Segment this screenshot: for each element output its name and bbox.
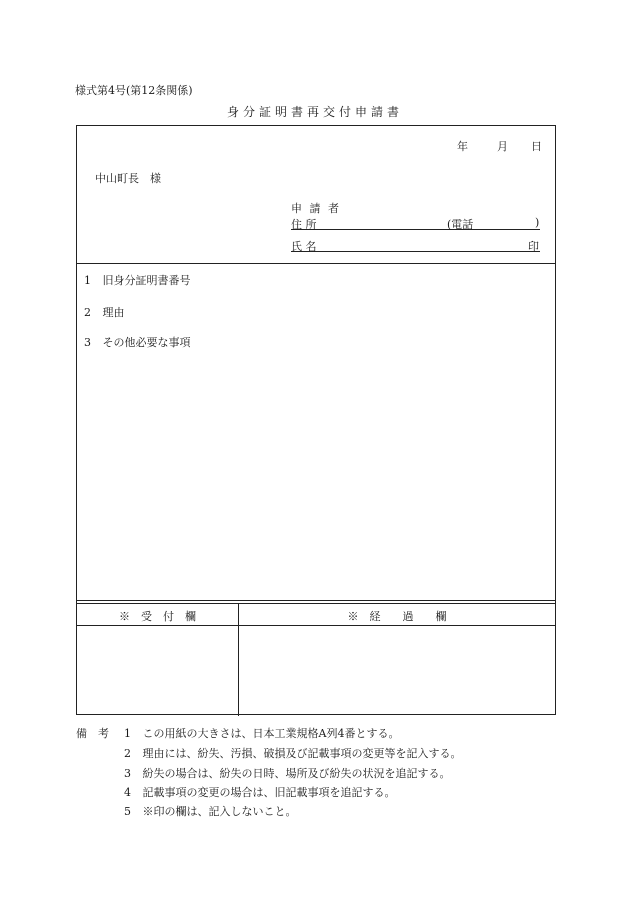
note-line: 2 理由には、紛失、汚損、破損及び記載事項の変更等を記入する。 xyxy=(124,747,462,760)
year-label: 年 xyxy=(457,140,468,153)
phone-open-label: (電話 xyxy=(447,218,474,231)
application-form-box xyxy=(76,125,556,715)
name-line[interactable] xyxy=(291,238,540,252)
notes-label: 備 考 xyxy=(76,727,109,740)
note-line: 3 紛失の場合は、紛失の日時、場所及び紛失の状況を追記する。 xyxy=(124,767,451,780)
name-label: 氏 名 xyxy=(291,240,317,253)
item-number: 1 xyxy=(84,274,91,287)
list-item xyxy=(84,304,125,320)
address-label: 住 所 xyxy=(291,218,317,231)
reception-divider-top xyxy=(77,600,555,601)
day-label: 日 xyxy=(531,140,542,153)
note-line: 5 ※印の欄は、記入しないこと。 xyxy=(124,805,297,818)
progress-column-header: ※ 経 過 欄 xyxy=(347,610,447,623)
applicant-heading: 申 請 者 xyxy=(291,202,341,215)
addressee: 中山町長 様 xyxy=(95,172,161,185)
list-item xyxy=(84,272,191,288)
address-line[interactable] xyxy=(291,216,540,230)
item-number: 3 xyxy=(84,336,91,349)
receipt-column-header: ※ 受 付 欄 xyxy=(119,610,196,623)
note-line: 1 この用紙の大きさは、日本工業規格A列4番とする。 xyxy=(124,727,400,740)
phone-close-label: ) xyxy=(535,216,540,229)
item-old-id-number: 旧身分証明書番号 xyxy=(102,274,191,287)
note-line: 4 記載事項の変更の場合は、旧記載事項を追記する。 xyxy=(124,786,396,799)
list-item xyxy=(84,334,191,350)
seal-label: 印 xyxy=(528,240,539,253)
item-other-matters: その他必要な事項 xyxy=(102,336,191,349)
reception-divider-top-double xyxy=(77,603,555,604)
form-number-label: 様式第4号(第12条関係) xyxy=(75,84,193,97)
item-number: 2 xyxy=(84,306,91,319)
month-label: 月 xyxy=(497,140,508,153)
reception-header-divider xyxy=(77,625,555,626)
item-reason: 理由 xyxy=(102,306,125,319)
page-title: 身分証明書再交付申請書 xyxy=(226,105,403,119)
section-divider xyxy=(77,263,555,264)
